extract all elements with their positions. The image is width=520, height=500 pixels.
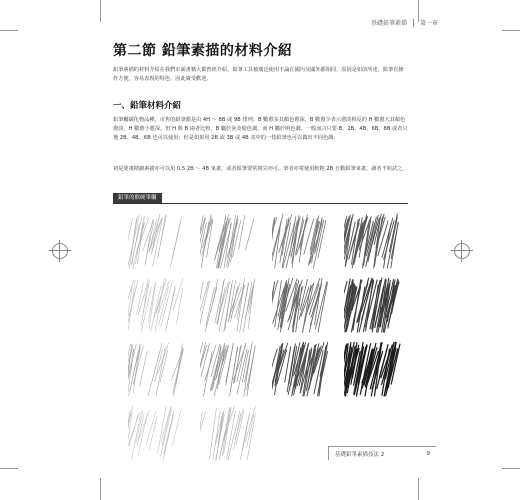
page-number: 9 — [426, 450, 430, 457]
crop-mark — [100, 0, 101, 22]
stroke-swatch — [200, 404, 260, 462]
intro-paragraph: 鉛筆素描的材料介紹在我們市面書籍大都曾經介紹，鉛筆工具被廣泛使用不論在國內及國外都相同，原因是如前所述，鉛筆有操作方便，容易表現的特色，因此廣受歡迎。 — [113, 67, 404, 82]
chapter-title: 第二節 鉛筆素描的材料介紹 — [113, 43, 293, 59]
stroke-swatch — [272, 212, 332, 270]
registration-mark — [454, 243, 470, 259]
crop-mark — [502, 468, 520, 469]
stroke-swatch — [128, 404, 188, 462]
crop-mark — [0, 468, 18, 469]
header-book-title: 基礎鉛筆素描 — [370, 20, 407, 27]
section-body: 鉛筆屬碳化物品種，市售的鉛筆都是由 4H ～ 8B 或 9B 排列；B 數愈多其顏色愈深，B 數愈少表示愈淡相反的 H 數愈大其顏色愈淡，H 數愈小愈深。但 H 與 B 兩者比較，B 屬於灰及暗色調，而 H 屬於明色調。一般而言只要 B、2B、4B、6B、8B 或者只選 2B、4B、6B 也可以使用；但是如果用 2B 或 3B 或 4B 其中的一枝鉛筆也可以做出不同色調。 — [113, 117, 408, 141]
stroke-swatch — [200, 276, 260, 334]
stroke-swatch — [200, 340, 260, 398]
stroke-swatch — [344, 212, 404, 270]
crop-mark — [0, 30, 18, 31]
running-header — [371, 18, 438, 27]
header-chapter: 第一章 — [419, 20, 438, 27]
note-paragraph: 初是要畫精細素描亦可以用 0.5 2B ～ 4B 來畫，或者鉛筆要常削尖亦可。筆者亦常使用較粗 2B 自動鉛筆來畫，讀者不妨試之。 — [113, 166, 408, 172]
crop-mark — [100, 478, 101, 500]
running-footer — [328, 446, 436, 460]
stroke-swatch — [128, 212, 188, 270]
pencil-stroke-samples — [128, 212, 408, 457]
crop-mark — [502, 30, 520, 31]
registration-mark — [52, 243, 68, 259]
stroke-swatch — [344, 276, 404, 334]
stroke-swatch — [344, 340, 404, 398]
footer-book-title: 基礎鉛筆素描技法 2 — [335, 451, 385, 458]
section-heading: 一、鉛筆材料介紹 — [113, 101, 182, 111]
stroke-swatch — [272, 276, 332, 334]
stroke-swatch — [272, 340, 332, 398]
figure-label-bar — [113, 193, 408, 204]
crop-mark — [418, 478, 419, 500]
stroke-swatch — [128, 340, 188, 398]
figure-label: 鉛筆的軟硬筆觸 — [113, 193, 162, 203]
stroke-swatch — [272, 404, 332, 462]
stroke-swatch — [200, 212, 260, 270]
stroke-swatch — [128, 276, 188, 334]
header-separator — [413, 19, 414, 27]
